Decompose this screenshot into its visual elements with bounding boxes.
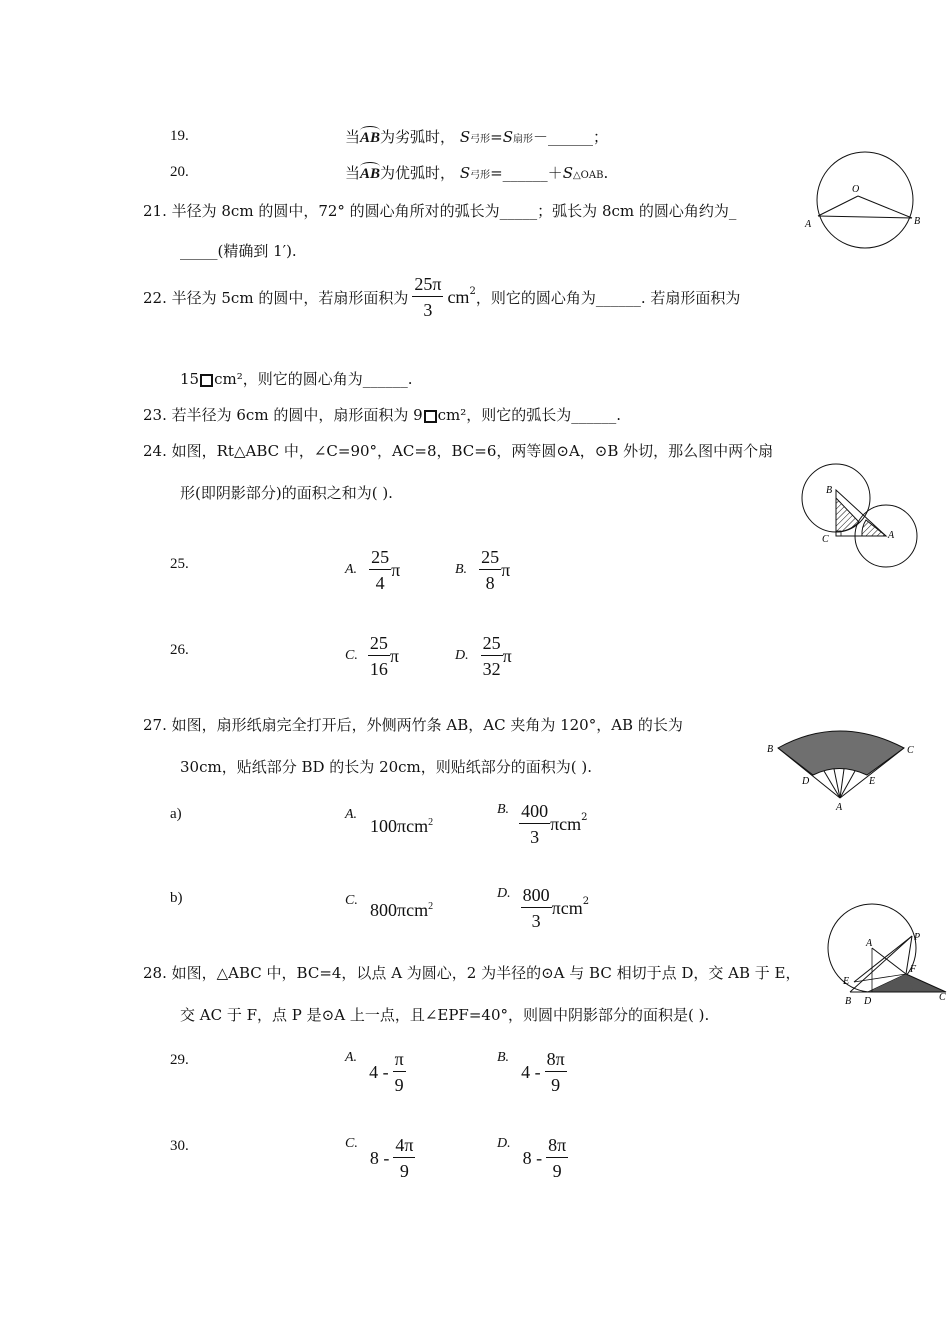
option-c-label: C. (345, 648, 358, 663)
q19-pre: 当 (345, 128, 361, 146)
fig4-label-p: P (914, 932, 921, 943)
q19-s1: S (459, 128, 471, 146)
q19-s2-sub: 扇形 (512, 134, 533, 145)
option-c-label: C. (345, 893, 358, 908)
q20-s2-sub: △OAB (572, 170, 604, 181)
q20-pre: 当 (345, 164, 361, 182)
option-b-pre: 4 - (521, 1061, 541, 1082)
q19-mid: 为劣弧时， (380, 128, 456, 146)
q22-unit: cm (447, 286, 470, 307)
fig3-label-d: D (802, 776, 810, 787)
option-b-fraction (545, 1050, 567, 1094)
option-c-fraction (393, 1136, 415, 1180)
frac-bot: 9 (399, 1161, 409, 1181)
frac-top: 25 (369, 548, 391, 570)
q20-s1: S (459, 164, 471, 182)
option-d-pre: 8 - (522, 1147, 543, 1168)
frac-top: 25 (479, 548, 501, 570)
q20-s2: S (562, 164, 573, 182)
q21-line1: 21. 半径为 8cm 的圆中，72° 的圆心角所对的弧长为_____；弧长为 8cm 的圆心角约为_ (143, 202, 737, 220)
pi-symbol: π (501, 559, 511, 580)
q24-line1: 24. 如图，Rt△ABC 中，∠C=90°，AC=8，BC=6，两等圆⊙A，⊙B 外切，那么图中两个扇 (143, 442, 774, 460)
q30-option-c[interactable] (345, 1136, 415, 1180)
frac-top: 4π (393, 1136, 415, 1158)
fig1-label-b: B (914, 216, 921, 227)
q19-tail: －______； (532, 128, 608, 146)
tangent-circle-triangle-figure (818, 902, 950, 1010)
option-a-pre: 4 - (369, 1061, 389, 1082)
q22-pre: 22. 半径为 5cm 的圆中，若扇形面积为 (143, 288, 409, 307)
q24-line2: 形(即阴影部分)的面积之和为( ). (180, 484, 393, 502)
q22-post: ，则它的圆心角为______. 若扇形面积为 (475, 288, 741, 307)
option-a-fraction (369, 548, 391, 592)
option-b-tail: πcm (550, 813, 582, 834)
option-c-text: 800πcm (370, 900, 429, 920)
frac-top: 25 (368, 634, 390, 656)
fig1-label-o: O (852, 184, 860, 195)
frac-top: 800 (521, 886, 552, 908)
fig4-label-a: A (866, 938, 873, 949)
fig4-label-e: E (843, 976, 850, 987)
q21-line2: _____(精确到 1′). (180, 242, 297, 260)
pi-symbol: π (391, 559, 401, 580)
q27-option-d[interactable] (497, 886, 589, 930)
pi-symbol: π (502, 645, 512, 666)
fig3-label-c: C (907, 745, 914, 756)
option-a-sup: 2 (428, 817, 434, 828)
fig3-label-a: A (836, 802, 843, 812)
fig2-label-a: A (888, 530, 895, 541)
option-d-label: D. (497, 886, 511, 901)
q25-option-b[interactable] (455, 548, 510, 592)
q19-eq: = (490, 128, 503, 146)
frac-bot: 32 (482, 659, 501, 679)
option-b-label: B. (455, 562, 468, 577)
fig3-label-b: B (767, 744, 774, 755)
fig4-label-d: D (864, 996, 872, 1007)
q29-option-a[interactable] (345, 1050, 406, 1094)
option-c-pre: 8 - (369, 1147, 390, 1168)
option-d-fraction (546, 1136, 568, 1180)
q22-line2-pre: 15 (180, 370, 200, 388)
q26-option-d[interactable] (455, 634, 512, 678)
option-c-label: C. (345, 1136, 358, 1151)
option-d-tail: πcm (551, 897, 583, 918)
option-b-fraction (479, 548, 501, 592)
q27-option-c[interactable] (345, 890, 358, 909)
q27-line1: 27. 如图，扇形纸扇完全打开后，外侧两竹条 AB，AC 夹角为 120°，AB 的长为 (143, 716, 683, 734)
q20-number: 20. (170, 164, 189, 180)
q26-number: 26. (170, 642, 189, 658)
q25-number: 25. (170, 556, 189, 572)
frac-bot: 9 (552, 1161, 562, 1181)
circle-chord-figure (802, 150, 928, 250)
q23-line (143, 404, 621, 425)
q23-pre: 23. 若半径为 6cm 的圆中，扇形面积为 9 (143, 406, 423, 424)
fig2-label-c: C (822, 534, 829, 545)
option-d-fraction (521, 886, 552, 930)
q19-text (345, 126, 608, 147)
frac-bot: 9 (551, 1075, 561, 1095)
q27-line2: 30cm，贴纸部分 BD 的长为 20cm，则贴纸部分的面积为( ). (180, 758, 593, 776)
q26-option-c[interactable] (345, 634, 399, 678)
fig4-label-b: B (845, 996, 852, 1007)
option-c-fraction (368, 634, 390, 678)
q30-option-d[interactable] (497, 1136, 568, 1180)
q22-line2-post: cm²，则它的圆心角为______. (214, 370, 413, 388)
frac-bot: 9 (394, 1075, 404, 1095)
option-a-fraction (393, 1050, 406, 1094)
option-b-label: B. (497, 1050, 510, 1065)
fig2-label-b: B (826, 485, 833, 496)
frac-top: 8π (546, 1136, 568, 1158)
q19-s1-sub: 弓形 (470, 134, 491, 145)
tangent-circles-figure (800, 460, 922, 570)
pi-symbol: π (389, 645, 399, 666)
fig1-label-a: A (805, 219, 812, 230)
fig4-label-c: C (939, 992, 946, 1003)
frac-top: 400 (519, 802, 550, 824)
q27-option-a[interactable] (345, 804, 357, 823)
q19-number: 19. (170, 128, 189, 144)
folding-fan-figure (764, 720, 924, 812)
frac-top: 25 (481, 634, 503, 656)
q20-tail: . (603, 164, 609, 182)
pi-placeholder-box (424, 410, 437, 423)
option-a-label: A. (345, 807, 358, 822)
q30-number: 30. (170, 1138, 189, 1154)
q27a-number: a) (170, 806, 182, 822)
option-b-fraction (519, 802, 550, 846)
q22-unit-sup: 2 (469, 286, 476, 297)
q29-number: 29. (170, 1052, 189, 1068)
q20-eq: =______＋ (490, 164, 563, 182)
q22-line2 (180, 368, 413, 389)
q22-fraction (412, 275, 443, 319)
q28-line2: 交 AC 于 F，点 P 是⊙A 上一点，且∠EPF=40°，则圆中阴影部分的面积是( ). (180, 1006, 710, 1024)
q28-line1: 28. 如图，△ABC 中，BC=4，以点 A 为圆心，2 为半径的⊙A 与 BC 相切于点 D，交 AB 于 E， (143, 964, 801, 982)
q19-arc-ab: AB (360, 130, 381, 146)
fig4-label-f: F (910, 964, 917, 975)
q20-arc-ab: AB (360, 166, 381, 182)
q27b-number: b) (170, 890, 183, 906)
q20-text (345, 162, 608, 183)
q27-option-b[interactable] (497, 802, 588, 846)
frac-top: π (393, 1050, 406, 1072)
q27-option-c-value (370, 900, 433, 921)
frac-top: 8π (545, 1050, 567, 1072)
q20-mid: 为优弧时， (380, 164, 456, 182)
fig3-label-e: E (869, 776, 876, 787)
q25-option-a[interactable] (345, 548, 400, 592)
q19-s2: S (502, 128, 513, 146)
q22-frac-top: 25π (412, 275, 443, 297)
q27-option-a-value (370, 816, 433, 837)
option-c-sup: 2 (428, 901, 434, 912)
q23-post: cm²，则它的弧长为______. (437, 406, 622, 424)
option-a-label: A. (345, 562, 358, 577)
q20-s1-sub: 弓形 (470, 170, 491, 181)
frac-bot: 8 (485, 573, 495, 593)
frac-bot: 3 (531, 911, 541, 931)
frac-bot: 16 (369, 659, 388, 679)
option-d-label: D. (497, 1136, 511, 1151)
q22-frac-bot: 3 (423, 300, 433, 320)
option-d-fraction (481, 634, 503, 678)
frac-bot: 3 (530, 827, 540, 847)
q29-option-b[interactable] (497, 1050, 567, 1094)
option-a-text: 100πcm (370, 816, 429, 836)
option-b-sup: 2 (581, 812, 588, 823)
option-a-label: A. (345, 1050, 358, 1065)
pi-placeholder-box (200, 374, 213, 387)
option-b-label: B. (497, 802, 510, 817)
frac-bot: 4 (375, 573, 385, 593)
q22-line1 (143, 262, 740, 332)
option-d-label: D. (455, 648, 469, 663)
option-d-sup: 2 (582, 896, 590, 907)
